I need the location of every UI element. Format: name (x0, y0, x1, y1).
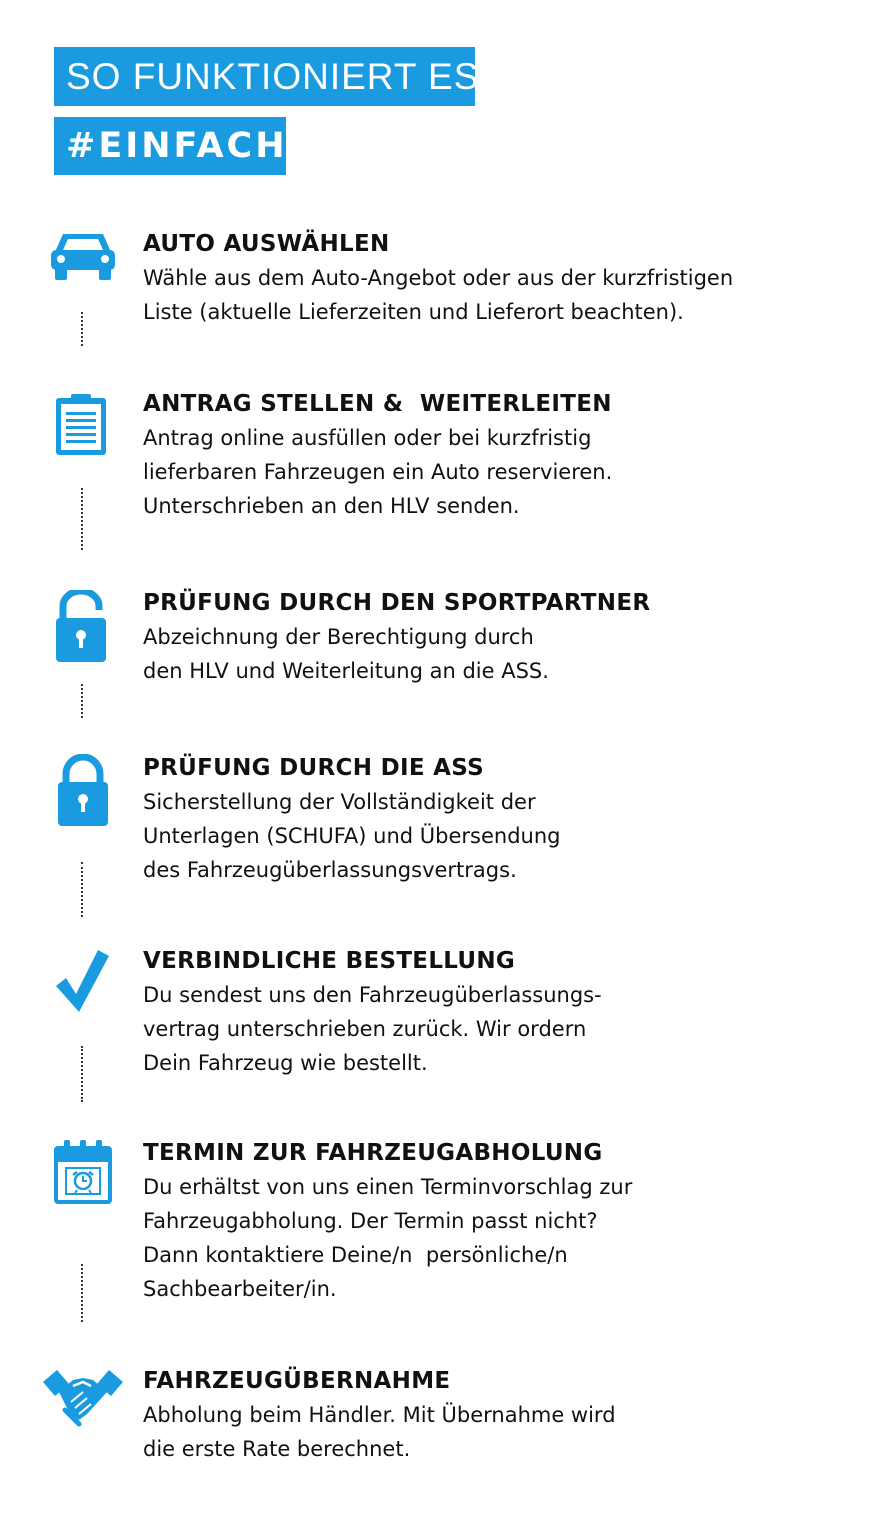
step-text-line: den HLV und Weiterleitung an die ASS. (143, 659, 549, 683)
step-text-line: Wähle aus dem Auto-Angebot oder aus der kurzfristigen (143, 266, 734, 290)
handshake-icon (43, 1368, 123, 1430)
car-icon (49, 230, 117, 282)
step-text-line: Antrag online ausfüllen oder bei kurzfristig (143, 426, 592, 450)
step-title: PRÜFUNG DURCH DIE ASS (143, 755, 484, 781)
checkmark-icon (52, 946, 112, 1016)
step-text-line: Fahrzeugabholung. Der Termin passt nicht? (143, 1209, 598, 1233)
step-connector (81, 1264, 83, 1322)
open-lock-icon (54, 590, 108, 664)
step-pruefung-ass (143, 751, 863, 887)
step-text-line: des Fahrzeugüberlassungsvertrags. (143, 858, 517, 882)
step-text-line: Sicherstellung der Vollständigkeit der (143, 790, 536, 814)
header-hashtag: #EINFACH (54, 117, 286, 175)
step-text-line: Abzeichnung der Berechtigung durch (143, 625, 534, 649)
step-title: FAHRZEUGÜBERNAHME (143, 1368, 451, 1394)
header-title: SO FUNKTIONIERT ES (54, 47, 475, 106)
step-connector (81, 684, 83, 718)
step-auto-auswaehlen (143, 227, 863, 329)
step-title: PRÜFUNG DURCH DEN SPORTPARTNER (143, 590, 651, 616)
step-antrag-stellen (143, 387, 863, 523)
step-title: TERMIN ZUR FAHRZEUGABHOLUNG (143, 1140, 603, 1166)
step-fahrzeuguebernahme (143, 1364, 863, 1466)
step-text-line: Dein Fahrzeug wie bestellt. (143, 1051, 428, 1075)
step-text-line: Liste (aktuelle Lieferzeiten und Lieferort beachten). (143, 300, 684, 324)
step-connector (81, 862, 83, 917)
step-text-line: Unterschrieben an den HLV senden. (143, 494, 520, 518)
step-text-line: lieferbaren Fahrzeugen ein Auto reservieren. (143, 460, 613, 484)
step-pruefung-sportpartner (143, 586, 863, 688)
step-text-line: Abholung beim Händler. Mit Übernahme wird (143, 1403, 616, 1427)
step-text-line: die erste Rate berechnet. (143, 1437, 411, 1461)
step-text-line: vertrag unterschrieben zurück. Wir ordern (143, 1017, 587, 1041)
calendar-alarm-icon (52, 1138, 114, 1206)
step-title: VERBINDLICHE BESTELLUNG (143, 948, 516, 974)
step-title: AUTO AUSWÄHLEN (143, 231, 390, 257)
step-connector (81, 312, 83, 346)
step-termin-fahrzeugabholung (143, 1136, 863, 1306)
step-text-line: Unterlagen (SCHUFA) und Übersendung (143, 824, 561, 848)
step-connector (81, 1046, 83, 1102)
step-connector (81, 488, 83, 550)
step-text-line: Du erhältst von uns einen Terminvorschlag zur (143, 1175, 633, 1199)
step-title: ANTRAG STELLEN & WEITERLEITEN (143, 391, 612, 417)
lock-icon (57, 754, 109, 828)
step-text-line: Du sendest uns den Fahrzeugüberlassungs- (143, 983, 602, 1007)
step-text-line: Dann kontaktiere Deine/n persönliche/n (143, 1243, 568, 1267)
step-verbindliche-bestellung (143, 944, 863, 1080)
step-text-line: Sachbearbeiter/in. (143, 1277, 337, 1301)
clipboard-icon (55, 392, 107, 456)
